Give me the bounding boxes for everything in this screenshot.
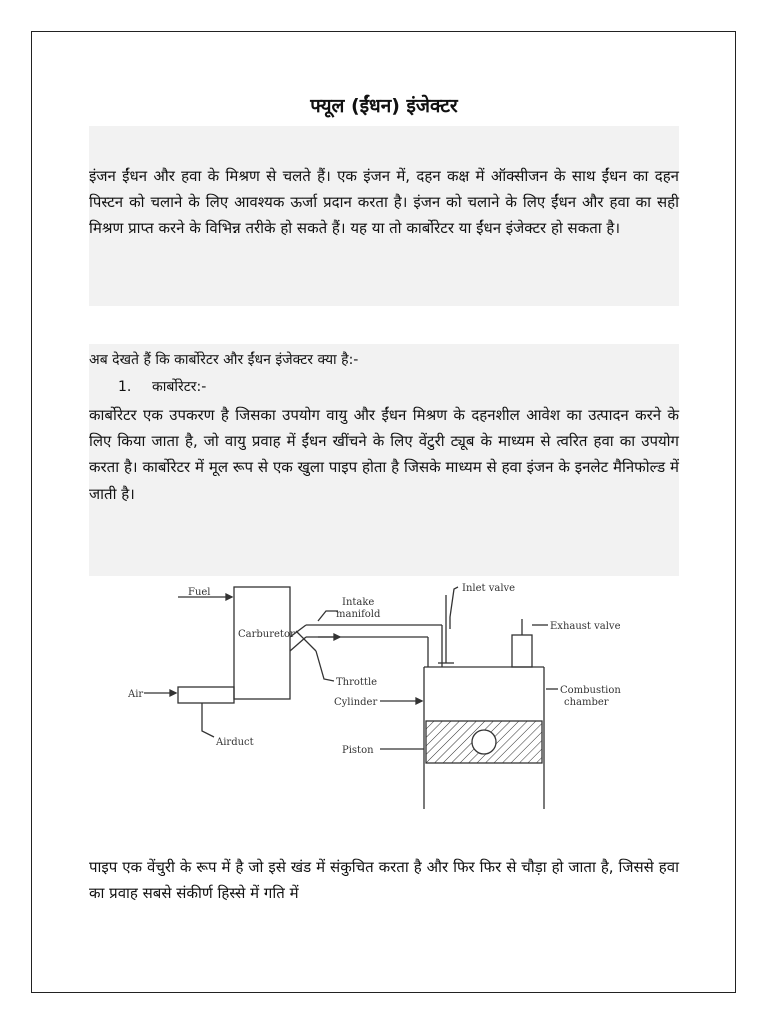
venturi-paragraph: पाइप एक वेंचुरी के रूप में है जो इसे खंड में संकुचित करता है और फिर फिर से चौड़ा हो जाता है, जिससे हवा का प्रवाह सबसे संकीर्ण हिस्से में गति में xyxy=(89,858,679,903)
exhaust-port xyxy=(512,635,532,667)
carburetor-body xyxy=(234,587,290,699)
intro-line: अब देखते हैं कि कार्बोरेटर और ईंधन इंजेक्टर क्या है:- xyxy=(89,352,359,368)
label-intake-2: manifold xyxy=(336,609,381,620)
label-piston: Piston xyxy=(342,745,374,756)
carburetor-diagram xyxy=(128,577,629,811)
page-title: फ्यूल (ईंधन) इंजेक्टर xyxy=(310,95,458,117)
label-exhaust-valve: Exhaust valve xyxy=(550,621,621,632)
label-air: Air xyxy=(128,689,144,700)
label-intake-1: Intake xyxy=(342,597,375,608)
label-airduct: Airduct xyxy=(216,737,254,748)
label-combustion-2: chamber xyxy=(564,697,609,708)
list-number: 1. xyxy=(118,379,132,395)
label-throttle: Throttle xyxy=(336,677,378,688)
carburetor-paragraph: कार्बोरेटर एक उपकरण है जिसका उपयोग वायु और ईंधन मिश्रण के दहनशील आवेश का उत्पादन करने के लिए किया जाता है, जो वायु प्रवाह में ईंधन खींचने के लिए वेंटुरी ट्यूब के माध्यम से त्वरित हवा का उपयोग करता है। कार्बोरेटर में मूल रूप से एक खुला पाइप होता है जिसके माध्यम से हवा इंजन के इनलेट मैनिफोल्ड में जाती है। xyxy=(89,406,679,503)
airduct xyxy=(178,687,234,703)
intro-paragraph: इंजन ईंधन और हवा के मिश्रण से चलते हैं। एक इंजन में, दहन कक्ष में ऑक्सीजन के साथ ईंधन का दहन पिस्टन को चलाने के लिए आवश्यक ऊर्जा प्रदान करता है। इंजन को चलाने के लिए ईंधन और हवा का सही मिश्रण प्राप्त करने के विभिन्न तरीके हो सकते हैं। यह या तो कार्बोरेटर या ईंधन इंजेक्टर हो सकता है। xyxy=(89,167,679,238)
list-item-carburetor xyxy=(118,377,206,396)
label-carburetor: Carburetor xyxy=(238,629,295,640)
label-fuel: Fuel xyxy=(188,587,211,598)
label-cylinder: Cylinder xyxy=(334,697,378,708)
label-combustion-1: Combustion xyxy=(560,685,621,696)
diagram-svg xyxy=(128,577,629,811)
label-inlet-valve: Inlet valve xyxy=(462,583,516,594)
list-label: कार्बोरेटर:- xyxy=(152,379,207,395)
